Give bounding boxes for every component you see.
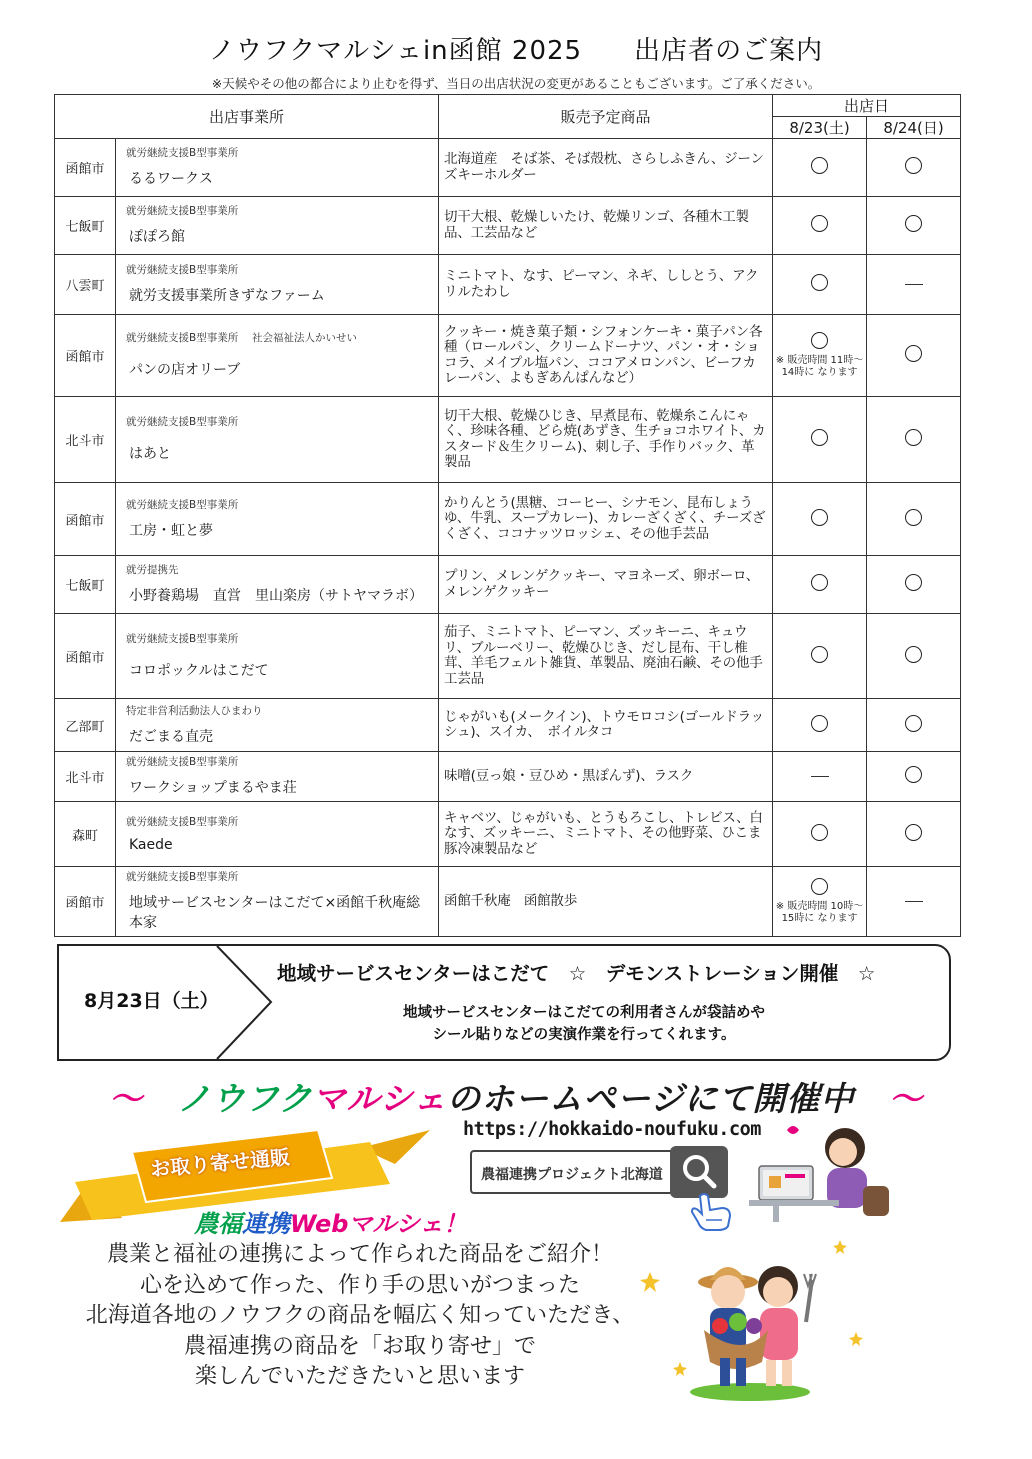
- ribbon-label: お取り寄せ通販: [149, 1144, 291, 1182]
- table-row: [55, 483, 961, 556]
- open-circle-icon: [905, 429, 922, 446]
- row-goods: 茄子、ミニトマト、ピーマン、ズッキーニ、キュウリ、ブルーベリー、乾燥ひじき、だし昆布、干し椎茸、羊毛フェルト雑貨、革製品、廃油石鹸、その他手工芸品: [439, 614, 773, 699]
- business-name: 就労支援事業所きずなファーム: [129, 288, 325, 304]
- closed-dash-icon: [905, 284, 923, 285]
- business-name: コロポックルはこだて: [129, 662, 269, 679]
- promo-text: [40, 1240, 680, 1393]
- day2-mark: [867, 255, 961, 315]
- web-title-noufuku: 農福: [194, 1210, 242, 1238]
- open-circle-icon: [905, 824, 922, 841]
- business-name: ワークショップまるやま荘: [129, 780, 297, 796]
- row-goods: キャベツ、じゃがいも、とうもろこし、トレビス、白なす、ズッキーニ、ミニトマト、その他野菜、ひこま豚冷凍製品など: [439, 802, 773, 867]
- row-goods: 切干大根、乾燥ひじき、早煮昆布、乾燥糸こんにゃく、珍味各種、どら焼(あずき、生チョコホワイト、カスタード＆生クリーム)、刺し子、手作りバック、革製品: [439, 397, 773, 483]
- open-circle-icon: [811, 215, 828, 232]
- day2-mark: [867, 802, 961, 867]
- open-circle-icon: [905, 345, 922, 362]
- row-town: 七飯町: [55, 556, 116, 614]
- row-business: [116, 197, 439, 255]
- business-name: ぽぽろ館: [129, 229, 185, 245]
- web-title-marche: Webマルシェ！: [290, 1210, 468, 1238]
- business-type: 就労継続支援B型事業所: [126, 498, 239, 511]
- page-title: [0, 30, 1032, 67]
- row-town: 北斗市: [55, 752, 116, 802]
- row-business: [116, 867, 439, 937]
- business-type: 就労提携先: [126, 564, 179, 576]
- business-type: 就労継続支援B型事業所: [126, 416, 239, 428]
- day1-mark: [773, 483, 867, 556]
- row-town: 乙部町: [55, 699, 116, 752]
- business-type: 就労継続支援B型事業所: [126, 815, 239, 828]
- homepage-url[interactable]: https://hokkaido-noufuku.com: [463, 1119, 761, 1140]
- web-title-renkei: 連携: [242, 1210, 290, 1238]
- row-town: 七飯町: [55, 197, 116, 255]
- search-text: 農福連携プロジェクト北海道: [481, 1167, 663, 1183]
- search-box[interactable]: [470, 1150, 700, 1194]
- day2-mark: [867, 139, 961, 197]
- exhibitor-table: [54, 94, 961, 937]
- table-row: [55, 139, 961, 197]
- open-circle-icon: [811, 878, 828, 895]
- row-town: 森町: [55, 802, 116, 867]
- day2-mark: [867, 556, 961, 614]
- open-circle-icon: [811, 429, 828, 446]
- demo-title: 地域サービスセンターはこだて ☆ デモンストレーション開催 ☆: [277, 962, 876, 985]
- row-town: 八雲町: [55, 255, 116, 315]
- row-goods: 切干大根、乾燥しいたけ、乾燥リンゴ、各種木工製品、工芸品など: [439, 197, 773, 255]
- table-row: [55, 752, 961, 802]
- day2-mark: [867, 867, 961, 937]
- open-circle-icon: [811, 157, 828, 174]
- day1-mark: [773, 867, 867, 937]
- open-circle-icon: [905, 509, 922, 526]
- title-guide: 出店者のご案内: [634, 36, 824, 66]
- promo-line: 北海道各地のノウフクの商品を幅広く知っていただき、: [85, 1303, 635, 1328]
- day1-mark: [773, 397, 867, 483]
- row-business: [116, 802, 439, 867]
- row-town: 北斗市: [55, 397, 116, 483]
- table-row: [55, 614, 961, 699]
- day2-mark: [867, 397, 961, 483]
- title-event: ノウフクマルシェin函館 2025: [208, 36, 583, 66]
- promo-line: 楽しんでいただきたいと思います: [194, 1364, 525, 1389]
- farmers-illustration: [640, 1222, 870, 1402]
- business-type: 就労継続支援B型事業所: [126, 871, 239, 883]
- open-circle-icon: [811, 274, 828, 291]
- homepage-headline: [0, 1073, 1032, 1120]
- day1-mark: [773, 139, 867, 197]
- header-days: 出店日: [773, 95, 961, 117]
- header-day2: 8/24(日): [867, 117, 961, 139]
- open-circle-icon: [811, 574, 828, 591]
- day1-mark: [773, 802, 867, 867]
- row-goods: 函館千秋庵 函館散歩: [439, 867, 773, 937]
- business-name: 工房・虹と夢: [129, 522, 213, 539]
- brand-noufuku: ノウフク: [177, 1079, 313, 1118]
- table-row: [55, 397, 961, 483]
- day2-mark: [867, 197, 961, 255]
- brand-marche: マルシェ: [312, 1079, 448, 1118]
- header-day1: 8/23(土): [773, 117, 867, 139]
- web-marche-title: [194, 1204, 467, 1239]
- online-shopping-illustration: [745, 1118, 895, 1224]
- tilde-left: ～: [109, 1079, 144, 1118]
- open-circle-icon: [811, 824, 828, 841]
- open-circle-icon: [905, 215, 922, 232]
- business-type: 特定非営利活動法人ひまわり: [126, 704, 263, 717]
- day1-mark: [773, 699, 867, 752]
- row-business: [116, 556, 439, 614]
- open-circle-icon: [905, 646, 922, 663]
- open-circle-icon: [905, 157, 922, 174]
- tilde-right: ～: [888, 1079, 923, 1118]
- closed-dash-icon: [811, 776, 829, 777]
- header-goods: 販売予定商品: [439, 95, 773, 139]
- table-row: [55, 556, 961, 614]
- row-business: [116, 614, 439, 699]
- row-goods: 味噌(豆っ娘・豆ひめ・黒ぽんず)、ラスク: [439, 752, 773, 802]
- closed-dash-icon: [905, 901, 923, 902]
- promo-line: 農福連携の商品を「お取り寄せ」で: [183, 1333, 536, 1359]
- open-circle-icon: [905, 715, 922, 732]
- business-type: 就労継続支援B型事業所: [126, 632, 239, 645]
- weather-notice: ※天候やその他の都合により止むを得ず、当日の出店状況の変更があることもございます。ご了承ください。: [211, 76, 821, 91]
- business-name: 小野養鶏場 直営 里山楽房（サトヤマラボ）: [129, 588, 423, 604]
- headline-rest: のホームページにて開催中: [447, 1079, 855, 1118]
- business-name: るるワークス: [129, 171, 213, 187]
- day1-mark: [773, 556, 867, 614]
- day2-mark: [867, 483, 961, 556]
- row-goods: かりんとう(黒糖、コーヒー、シナモン、昆布しょうゆ、牛乳、スープカレー)、カレーざくざく、チーズざくざく、ココナッツロッシェ、その他手芸品: [439, 483, 773, 556]
- business-name: パンの店オリーブ: [129, 362, 241, 378]
- row-goods: クッキー・焼き菓子類・シフォンケーキ・菓子パン各種（ロールパン、クリームドーナツ、パン・オ・ショコラ、メイプル塩パン、ココアメロンパン、ビーフカレーパン、よもぎあんぱんなど）: [439, 315, 773, 397]
- business-type: 就労継続支援B型事業所: [126, 147, 239, 159]
- business-name: 地域サービスセンターはこだて×函館千秋庵総本家: [129, 895, 421, 931]
- day2-mark: [867, 699, 961, 752]
- row-business: [116, 139, 439, 197]
- business-type: 就労継続支援B型事業所: [126, 264, 239, 276]
- promo-line: 心を込めて作った、作り手の思いがつまった: [139, 1272, 580, 1298]
- table-row: [55, 315, 961, 397]
- row-town: 函館市: [55, 483, 116, 556]
- day2-mark: [867, 752, 961, 802]
- row-town: 函館市: [55, 139, 116, 197]
- open-circle-icon: [811, 715, 828, 732]
- day1-mark: [773, 614, 867, 699]
- demo-desc-line1: 地域サービスセンターはこだての利用者さんが袋詰めや: [403, 1005, 765, 1021]
- row-business: [116, 483, 439, 556]
- day2-mark: [867, 614, 961, 699]
- open-circle-icon: [811, 646, 828, 663]
- open-circle-icon: [811, 332, 828, 349]
- demo-description: [359, 1002, 809, 1046]
- demo-banner: [57, 944, 951, 1061]
- demo-date: 8月23日（土）: [84, 990, 219, 1012]
- demo-desc-line2: シール貼りなどの実演作業を行ってくれます。: [432, 1027, 736, 1043]
- table-row: [55, 867, 961, 937]
- row-town: 函館市: [55, 867, 116, 937]
- open-circle-icon: [811, 509, 828, 526]
- open-circle-icon: [905, 766, 922, 783]
- business-name: Kaede: [129, 836, 173, 853]
- row-town: 函館市: [55, 315, 116, 397]
- day2-mark: [867, 315, 961, 397]
- business-type: 就労継続支援B型事業所 社会福祉法人かいせい: [126, 332, 358, 344]
- sales-hours-note: ※ 販売時間 11時～14時に なります: [775, 355, 864, 378]
- row-business: [116, 397, 439, 483]
- row-goods: 北海道産 そば茶、そば殻枕、さらしふきん、ジーンズキーホルダー: [439, 139, 773, 197]
- business-type: 就労継続支援B型事業所: [126, 205, 239, 217]
- row-business: [116, 315, 439, 397]
- promo-line: 農業と福祉の連携によって作られた商品をご紹介！: [106, 1242, 613, 1267]
- table-row: [55, 699, 961, 752]
- row-business: [116, 752, 439, 802]
- header-business: 出店事業所: [55, 95, 439, 139]
- table-row: [55, 197, 961, 255]
- open-circle-icon: [905, 574, 922, 591]
- row-business: [116, 255, 439, 315]
- sales-hours-note: ※ 販売時間 10時～15時に なります: [775, 901, 864, 924]
- table-row: [55, 255, 961, 315]
- row-business: [116, 699, 439, 752]
- row-town: 函館市: [55, 614, 116, 699]
- business-name: だごまる直売: [129, 728, 213, 745]
- business-name: はあと: [129, 446, 171, 462]
- day1-mark: [773, 197, 867, 255]
- day1-mark: [773, 315, 867, 397]
- day1-mark: [773, 255, 867, 315]
- row-goods: じゃがいも(メークイン)、トウモロコシ(ゴールドラッシュ)、スイカ、 ボイルタコ: [439, 699, 773, 752]
- business-type: 就労継続支援B型事業所: [126, 756, 239, 768]
- day1-mark: [773, 752, 867, 802]
- row-goods: ミニトマト、なす、ピーマン、ネギ、ししとう、アクリルたわし: [439, 255, 773, 315]
- row-goods: プリン、メレンゲクッキー、マヨネーズ、卵ボーロ、メレンゲクッキー: [439, 556, 773, 614]
- table-row: [55, 802, 961, 867]
